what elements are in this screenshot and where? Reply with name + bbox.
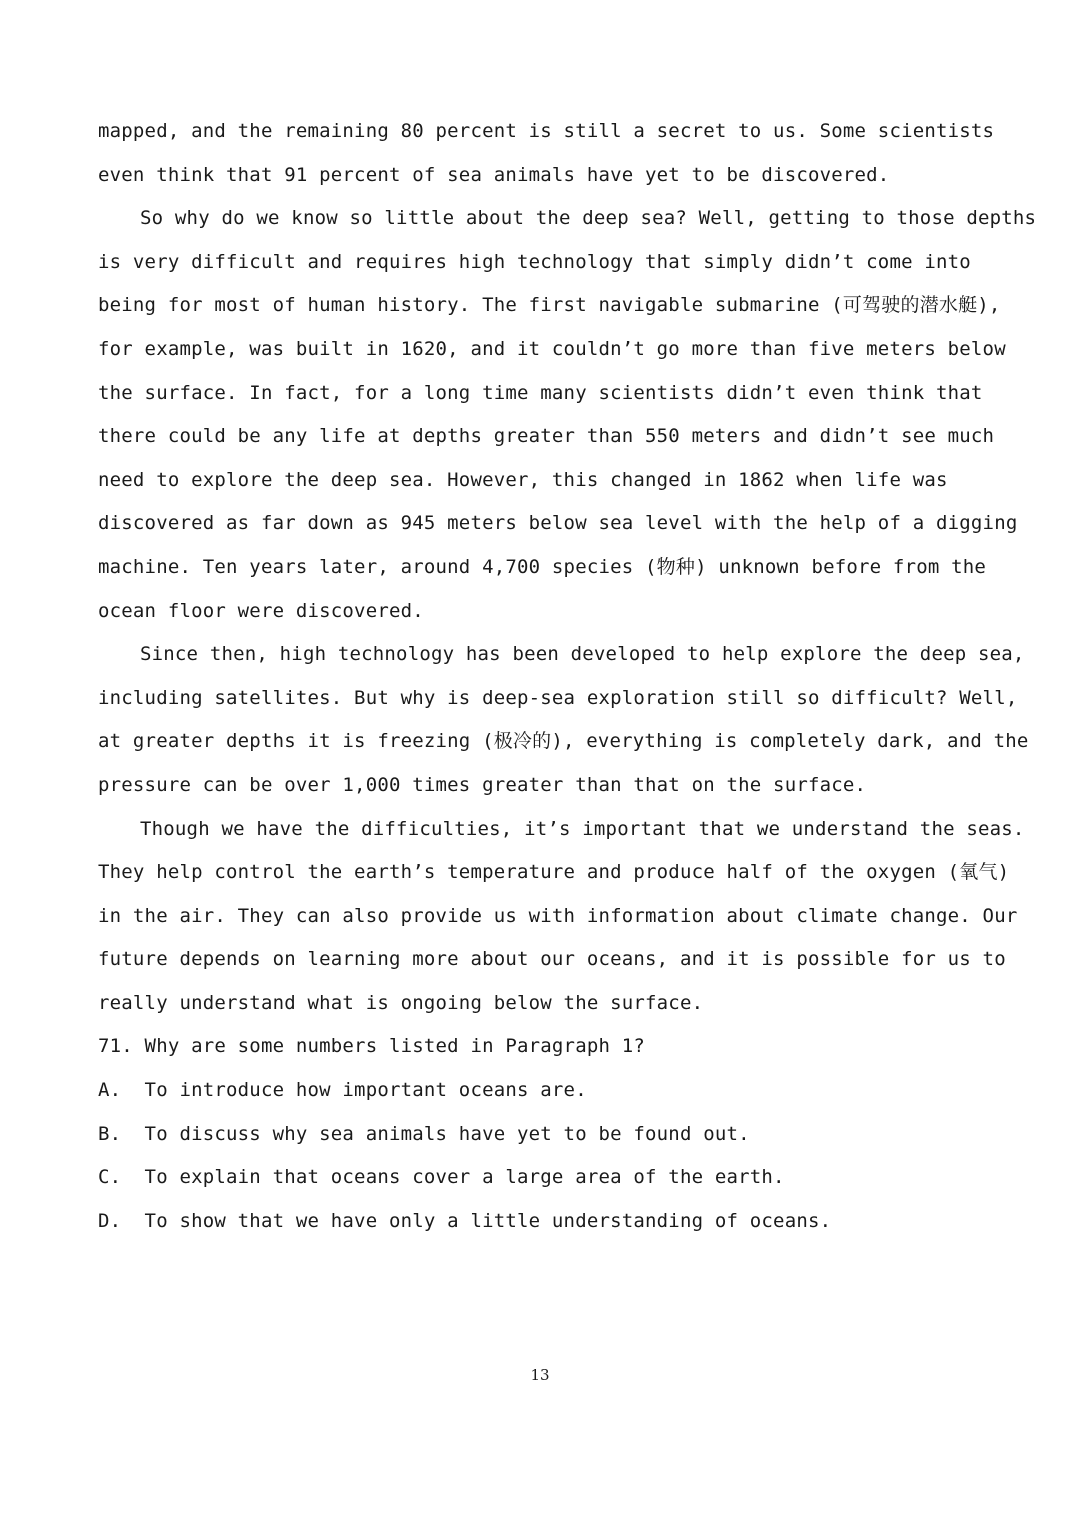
question-option-c: C. To explain that oceans cover a large area of the earth.	[98, 1166, 785, 1189]
paragraph-2-line-7: need to explore the deep sea. However, this changed in 1862 when life was	[98, 468, 948, 491]
paragraph-3-line-2: including satellites. But why is deep-sea exploration still so difficult? Well,	[98, 686, 1018, 709]
document-body	[98, 110, 1037, 1243]
paragraph-2-line-1: So why do we know so little about the deep sea? Well, getting to those depths	[140, 207, 1037, 230]
paragraph-2-line-2: is very difficult and requires high technology that simply didn’t come into	[98, 250, 971, 273]
paragraph-2-line-9: machine. Ten years later, around 4,700 species (物种) unknown before from the	[98, 555, 987, 578]
paragraph-2-line-6: there could be any life at depths greater than 550 meters and didn’t see much	[98, 425, 995, 448]
question-option-d: D. To show that we have only a little understanding of oceans.	[98, 1209, 832, 1232]
paragraph-4-line-4: future depends on learning more about our oceans, and it is possible for us to	[98, 948, 1006, 971]
page-number: 13	[530, 1366, 550, 1384]
paragraph-2-line-5: the surface. In fact, for a long time many scientists didn’t even think that	[98, 381, 983, 404]
paragraph-2-line-4: for example, was built in 1620, and it couldn’t go more than five meters below	[98, 337, 1006, 360]
paragraph-4-line-1: Though we have the difficulties, it’s important that we understand the seas.	[140, 817, 1025, 840]
paragraph-2-line-10: ocean floor were discovered.	[98, 599, 424, 622]
paragraph-4-line-2: They help control the earth’s temperature and produce half of the oxygen (氧气)	[98, 861, 1010, 884]
paragraph-2-line-3: being for most of human history. The first navigable submarine (可驾驶的潜水艇),	[98, 294, 1001, 317]
paragraph-3-line-1: Since then, high technology has been developed to help explore the deep sea,	[140, 643, 1025, 666]
question-stem: 71. Why are some numbers listed in Paragraph 1?	[98, 1035, 646, 1058]
paragraph-4-line-3: in the air. They can also provide us with information about climate change. Our	[98, 904, 1018, 927]
question-option-a: A. To introduce how important oceans are.	[98, 1079, 587, 1102]
paragraph-3-line-3: at greater depths it is freezing (极冷的), everything is completely dark, and the	[98, 730, 1029, 753]
paragraph-3-line-4: pressure can be over 1,000 times greater than that on the surface.	[98, 773, 867, 796]
question-option-b: B. To discuss why sea animals have yet to be found out.	[98, 1122, 750, 1145]
paragraph-1-line-1: mapped, and the remaining 80 percent is still a secret to us. Some scientists	[98, 120, 995, 142]
paragraph-4-line-5: really understand what is ongoing below the surface.	[98, 991, 704, 1014]
paragraph-2-line-8: discovered as far down as 945 meters below sea level with the help of a digging	[98, 512, 1018, 535]
paragraph-1-line-2: even think that 91 percent of sea animals have yet to be discovered.	[98, 163, 890, 186]
